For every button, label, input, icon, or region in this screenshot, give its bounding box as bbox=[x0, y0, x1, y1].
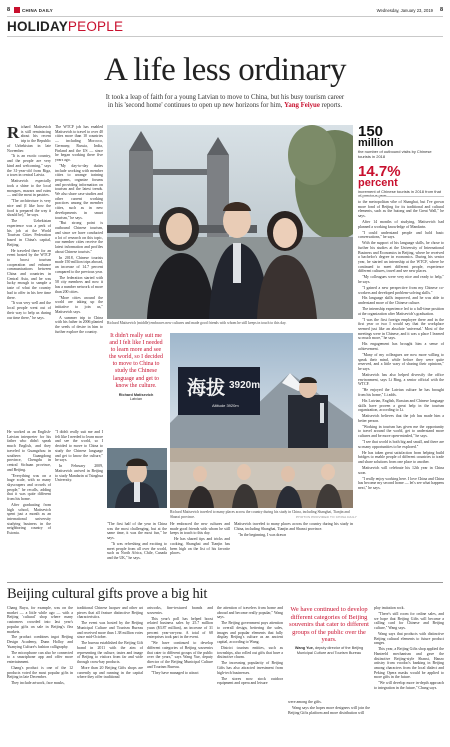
article-paragraph: The stores now stock outdoor equipment and opera and leisure bbox=[217, 676, 283, 686]
article-paragraph: Wang says that products with distinctive Beijing cultural elements to future product ranges. bbox=[374, 631, 444, 646]
article-paragraph: The federation started with 58 city members and now it has a number network of more than 200 cities. bbox=[55, 275, 103, 294]
article-paragraph: He traveled there for an event hosted by the WTCF to boost tourism cooperation and enhance communications between China and countries in Central Asia, and he was lucky enough to sample a taste of what the country had to offer in his free time there. bbox=[7, 248, 51, 300]
brand-box bbox=[14, 7, 20, 13]
second-col-6 bbox=[374, 606, 444, 742]
article-paragraph: The WTCF job has enabled Matisevich to travel to over 40 cities more than 10 countries — including Morocco, Germany, Russia, India, Finland and the US — since he began working there five years ago. bbox=[55, 125, 103, 162]
photo-top-caption: Richard Matisevich (middle) embraces new cultures and made good friends with whom he still keeps in touch to this day. bbox=[107, 321, 287, 325]
sign-value: 3920m bbox=[229, 380, 261, 391]
article-paragraph: "The architecture is very nice and (I like how the food is prepared the way it should be)," he says. bbox=[7, 199, 51, 218]
page-date: Wednesday, January 23, 2019 bbox=[376, 7, 433, 13]
article-paragraph: After 14 months of studying, Matisevich had planned a working knowledge of Mandarin. bbox=[358, 220, 444, 229]
article-paragraph: "In the beginning, I was drawn bbox=[238, 532, 287, 537]
second-quote bbox=[288, 606, 370, 655]
article-paragraph: "I didn't really suit me and I felt like I needed to learn more and see the world, so I decided to move to China to study the Chinese language and get to know the culture," he says. bbox=[55, 430, 103, 463]
article-paragraph: The bureau established the Beijing Gift brand in 2011 with the aim of representing the culture, tastes and image of Beijing to visitors from far and wide through cross-bay products. bbox=[77, 641, 143, 665]
article-paragraph: After graduating from high school, Matisevich spent just a month as an international university studying business in the neighboring country of Estonia. bbox=[7, 502, 51, 536]
article-paragraph: "Working in tourism has given me the opportunity to travel around the world, get to understand more cultures and be more open-minded," he says. bbox=[358, 424, 444, 439]
standfirst-line1: It took a leap of faith for a young Latvian to move to China, but his busy tourism career bbox=[105, 94, 345, 101]
photo-credit: PHOTOS PROVIDED TO CHINA DAILY bbox=[296, 515, 357, 519]
article-paragraph: The product combines ingot Beijing Design Academy, Dunn Holloy and Yuanying Culture's fashion calligraphy. bbox=[7, 635, 73, 649]
pull-quote-text: It didn't really suit me and I felt like I needed to learn more and see the world, so I decided to move to China to study the Chinese language and get to know the culture. bbox=[109, 333, 163, 389]
article-col-6 bbox=[107, 522, 167, 582]
article-paragraph: "Many of my colleagues are now more willing to speak their mind, while before they were quite reserved, and a little wary of sharing their opinions," he says. bbox=[358, 352, 444, 372]
article-col-5 bbox=[358, 200, 444, 630]
article-paragraph: "I gained a new perspective from my Chinese co-workers and developed problem-solving skills." bbox=[358, 285, 444, 295]
article-paragraph: the attention of travelers from home and abroad and become really popular," Wang says. bbox=[217, 606, 283, 620]
article-col-7 bbox=[170, 522, 230, 582]
page-number: 8 bbox=[7, 7, 11, 13]
stats-box bbox=[358, 125, 444, 199]
article-paragraph: This year's poll has helped boost related business sales by 25.7 million yuan ($3.87 million), an increase of 31 percent year-on-year. A total of 68 enterprises took part in the event. bbox=[147, 616, 213, 640]
article-col-4 bbox=[55, 430, 103, 530]
headline: A life less ordinary bbox=[103, 52, 347, 88]
article-paragraph: In February 2009, Matisevich arrived in Beijing to study Mandarin at Tsinghua University. bbox=[55, 464, 103, 483]
article-paragraph: Matisevich has also helped diversify the office environment, says Li Bing, a senior official with the WTCF. bbox=[358, 372, 444, 387]
article-paragraph: "The first half of the year in China was the most challenging, but at the same time, it was the most fun," he says. bbox=[107, 522, 167, 541]
stat-desc-1: the number of outbound visits by Chinese tourists in 2018 bbox=[358, 149, 432, 159]
photo-meeting bbox=[170, 448, 353, 508]
article-paragraph: "They have managed to attract bbox=[151, 670, 199, 675]
photo-bottom-caption: Richard Matisevich traveled to many places across the country during his study in China, including Shanghai, Tianjin and Shanxi province. bbox=[170, 510, 350, 519]
second-col-1 bbox=[7, 606, 73, 742]
second-col-3 bbox=[147, 606, 213, 742]
article-col-1 bbox=[7, 125, 51, 425]
article-paragraph: "I could understand people and hold basic conversations," he says. bbox=[358, 230, 444, 240]
article-paragraph: District tourism entities, such as townships, also rolled out gifts that have a distinctive charm. bbox=[217, 646, 283, 660]
article-paragraph: "It was very well and the local people went out of their way to help us during our time there," he says. bbox=[7, 301, 51, 320]
article-paragraph: "It is an exotic country, and the people are very kind and welcoming," says the 31-year-old from Riga, a town in central Latvia. bbox=[7, 154, 51, 178]
sign-zh: 海拔 bbox=[187, 377, 226, 399]
brand-name: CHINA DAILY bbox=[22, 7, 54, 13]
article-paragraph: "More cities around the world are taking up the initiative to join us," Matisevich says. bbox=[55, 295, 103, 314]
second-story-headline: Beijing cultural gifts prove a big hit bbox=[7, 586, 208, 602]
article-paragraph: Wang says she hopes more designers will join the Beijing Gifts platform and more distribution will bbox=[288, 705, 370, 715]
article-paragraph: were among the gifts. bbox=[288, 700, 322, 704]
article-paragraph: play imitation rock. bbox=[374, 606, 405, 610]
photo-portrait-art bbox=[107, 448, 167, 508]
article-paragraph: Chang's product is one of the 12 products voted the most popular gifts in Beijing in late December. bbox=[7, 666, 73, 680]
article-paragraph: traditional Chinese lacquer and other art pieces that all feature distinctive Beijing characteristics. bbox=[77, 606, 143, 620]
article-paragraph: "He enjoyed the Latvian culture he has brought from his home," Li adds. bbox=[358, 388, 444, 397]
photo-mountain-sign bbox=[170, 333, 353, 448]
pull-quote-name: Richard Matisevich bbox=[118, 392, 154, 397]
stat-value-1: 150 bbox=[358, 123, 384, 140]
sign-sub: Altitude 3920m bbox=[212, 403, 239, 408]
article-paragraph: With the support of his language skills, he chose to further his studies at the University of International Business and Economics in Beijing, where he received a bachelor's degree in economics. During his senior year, he started an internship at the WTCF, where he continued to meet different people, experience different cultures, travel and see new places. bbox=[358, 241, 444, 274]
second-quote-attribution bbox=[288, 646, 370, 655]
standfirst-end: reports. bbox=[319, 102, 343, 110]
article-paragraph: "I was the first foreign employee there and in the first year or two I would say that the workplace seemed just like an absolute 'universal.' Most of the meetings were in Chinese, and it was a place I learned so much more," he says. bbox=[358, 317, 444, 341]
header-rule bbox=[7, 16, 443, 17]
second-col-5 bbox=[288, 700, 370, 742]
article-paragraph: Matisevich traveled to many places across the country during his study in China, including Shanghai, Tianjin and Shanxi province. bbox=[234, 522, 353, 531]
article-paragraph: The internship experience led to a full-time position at the organization after Matisevich's graduation. bbox=[358, 307, 444, 316]
stat-desc-2: increment of Chinese tourists in 2018 from that bbox=[358, 188, 441, 194]
article-paragraph: to the metropolitan vibe of Shanghai, but I've grown more fond of Beijing for its traditional and cultural elements, such as the hutong and the Great Wall," he says. bbox=[358, 200, 444, 219]
second-col-2 bbox=[77, 606, 143, 742]
article-paragraph: The Uzbekistan experience was a perk of his job at the World Tourism Cities Federation based in China's capital, Beijing. bbox=[7, 219, 51, 247]
article-paragraph: A summer trip to China with his father in 2006 planted the seeds of desire in him to further explore the country. bbox=[55, 315, 103, 334]
article-paragraph: "It was refreshing and exciting to meet people from all over the world, such as North Africa, Chile, Canada and the UK," he says. bbox=[107, 542, 167, 561]
second-story-rule bbox=[7, 582, 443, 583]
article-paragraph: He embraced the new cultures and made good friends with whom he still keeps in touch to this day. bbox=[170, 522, 230, 536]
pull-quote bbox=[107, 333, 165, 402]
article-paragraph: They include artwork, face masks, bbox=[11, 681, 65, 686]
article-paragraph: "But strong point is outbound Chinese tourism, and since we have conducted a lot of research on this topic, our member cities receive the latest information and profiles about Chinese tourists." bbox=[55, 221, 103, 254]
article-paragraph: Chang Ruyu, for example, was on the market — a little while ago — with a Beijing 'cultural' shop where many customers crowded into last year's popular gifts on sale in Beijing's flea markets. bbox=[7, 606, 73, 634]
article-paragraph: His language skills improved, and he was able to understand more of the Chinese culture. bbox=[358, 296, 444, 306]
stat-value-2: 14.7% bbox=[358, 162, 401, 180]
article-paragraph: ichard Matisevich is still reminiscing about his recent trip to the Republic of Uzbekistan in late November. bbox=[7, 125, 51, 153]
article-paragraph: Matisevich believes that the job has made him a better person. bbox=[358, 414, 444, 423]
article-paragraph: "I see that world is both big and small, and there are so many opportunities to be explored." bbox=[358, 440, 444, 449]
article-paragraph: "We have continued to develop different categories of Beijing souvenirs that cater to different groups of the public over the years," says Wang Yue, deputy director of the Beijing Municipal Culture and Tourism Bureau. bbox=[147, 641, 213, 669]
article-paragraph: His engagement has brought him a sense of achievement. bbox=[358, 342, 444, 352]
article-paragraph: This year, a Beijing Gifts shop applied the Hanteeld mechanism and gave the distinctive Beijing-style Shanxi, Hanzo artistry from voodoo's banking in Beijing among characters from the local dialect and Peking Opera masks would be applied to more gifts in the future. bbox=[374, 647, 444, 680]
stat-unit-2: percent bbox=[358, 176, 398, 189]
article-paragraph: He has taken great satisfaction from helping build bridges to enable people of different countries to trade and share solutions from one place to another. bbox=[358, 450, 444, 465]
section-title bbox=[7, 19, 123, 34]
article-paragraph: The event was hosted by the Beijing Municipal Culture and Tourism Bureau and received more than 1.38 million votes since mid-October. bbox=[77, 621, 143, 640]
section-name: HOLIDAY bbox=[7, 19, 68, 34]
corner-page-number: 8 bbox=[439, 7, 443, 13]
article-paragraph: The microphone can also be connected to a smartphone app and offer more entertainment. bbox=[7, 650, 73, 665]
article-paragraph: Matisevich especially took a shine to the local mosques, mazars and ruins — and the meat in pastries. bbox=[7, 179, 51, 198]
article-paragraph: "My day-to-day duties include working with member cities to arrange training programs, organize forums and providing information on tourism and the latest trends. We also share case studies and other current working practices among the member cities, such as in new developments in smart tourism," he says. bbox=[55, 163, 103, 220]
article-col-8 bbox=[234, 522, 353, 582]
pull-quote-role: Latvian bbox=[129, 397, 143, 402]
article-paragraph: The increasing popularity of Beijing Gifts has also attracted investment from high-tech businesses. bbox=[217, 661, 283, 675]
article-paragraph: He has shared tips and tricks and cooking, Shanghai and Tianjin has been high on the list of his favorite places. bbox=[170, 537, 230, 556]
stat-unit-1: million bbox=[358, 137, 394, 149]
article-paragraph: Matisevich will celebrate his 12th year in China soon. bbox=[358, 465, 444, 475]
second-quote-text: We have continued to develop different categories of Beijing souvenirs that cater to different groups of the public over the years. bbox=[289, 606, 369, 644]
article-col-2 bbox=[55, 125, 103, 425]
article-paragraph: "There's still room for online sales, and we hope that Beijing Gifts will become a calling card for Chinese and Beijing culture," Wang says. bbox=[374, 611, 444, 630]
stats-rule bbox=[358, 196, 444, 197]
article-paragraph: "Everything was on a huge scale, with so many skyscrapers and crowds of people," he recalls, adding that it was quite different from his home. bbox=[7, 473, 51, 502]
photo-meeting-art bbox=[170, 448, 353, 508]
photo-portrait bbox=[107, 448, 167, 508]
article-paragraph: "We will develop more in-depth approach to integration in the future," Chang says. bbox=[374, 681, 444, 690]
article-paragraph: He worked as an English-Latvian interpreter for his father who didn't speak much English, and they traveled to Guangzhou in southern Guangdong province, Chengdu in central Sichuan province, and Beijing. bbox=[7, 430, 51, 472]
article-paragraph: His Latvian, English, Russian and Chinese language skills have proven a great help in the tourism organization, according to Li. bbox=[358, 398, 444, 413]
standfirst-line2: in his 'second home' continues to open up new horizons for him, bbox=[107, 102, 283, 110]
photo-tower-bridge-art bbox=[107, 125, 353, 319]
article-paragraph: "My colleagues were very nice and ready to help," he says. bbox=[358, 275, 444, 284]
title-rule bbox=[7, 36, 443, 37]
second-col-4 bbox=[217, 606, 283, 742]
photo-tower-bridge bbox=[107, 125, 353, 319]
standfirst-byline: Yang Feiyue bbox=[284, 102, 320, 110]
standfirst bbox=[20, 94, 430, 111]
article-paragraph: "I really enjoy working here. I love China and China has become my second home — let's see what happens next," he says. bbox=[358, 476, 444, 490]
section-sub: PEOPLE bbox=[67, 19, 124, 34]
article-paragraph: More than 20 Beijing Gifts shops are currently up and running in the capital where they offer traditional bbox=[77, 666, 143, 680]
dropcap: R bbox=[7, 125, 20, 142]
article-paragraph: The Beijing government pays attention to overall design, bettering the sales, images and popular elements that fully display Beijing's culture as an ancient capital, according to Wang. bbox=[217, 621, 283, 645]
second-quote-name: Wang Yue, bbox=[294, 645, 314, 650]
second-quote-role: deputy director of the Beijing Municipal Culture and Tourism Bureau bbox=[296, 645, 364, 655]
article-paragraph: artworks, fine-textured brands and souvenirs. bbox=[147, 606, 213, 615]
article-paragraph: In 2018, Chinese tourists made 150 million trips abroad, an increase of 14.7 percent compared to the previous year. bbox=[55, 255, 103, 274]
